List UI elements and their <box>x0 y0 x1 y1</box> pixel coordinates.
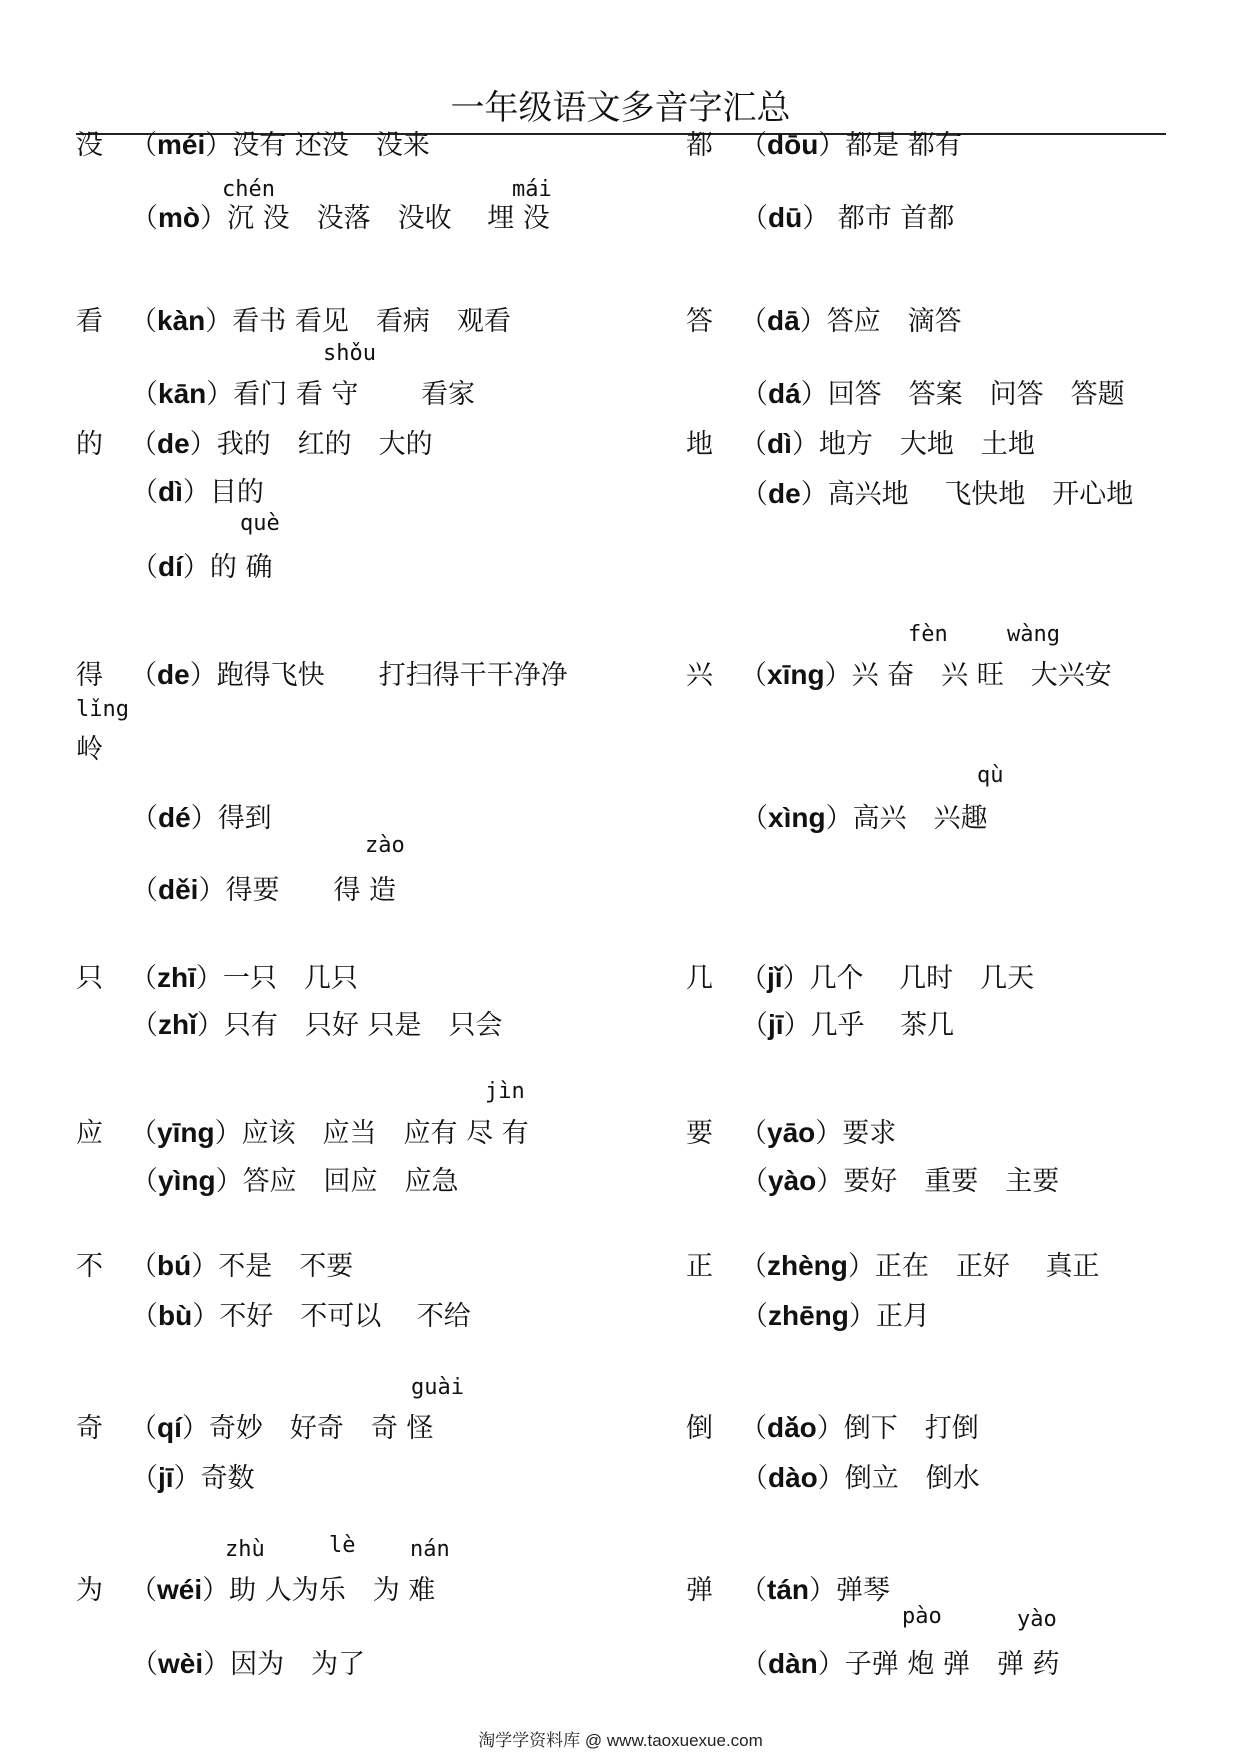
close-paren: ） <box>783 1010 811 1041</box>
pinyin-annotation: guài <box>411 1375 464 1400</box>
close-paren: ） <box>809 1575 836 1606</box>
close-paren: ） <box>189 429 217 460</box>
close-paren: ） <box>802 203 830 234</box>
pinyin: dàn <box>768 1648 818 1679</box>
open-paren: （ <box>130 1413 157 1444</box>
footer-watermark: 淘学学资料库 @ www.taoxuexue.com <box>478 1731 763 1750</box>
entry-line <box>76 961 358 996</box>
entry-line <box>131 873 396 908</box>
close-paren: ） <box>206 379 234 410</box>
close-paren: ） <box>817 1463 845 1494</box>
example-words: 正月 <box>875 1301 930 1332</box>
example-words: 都市 首都 <box>829 203 955 234</box>
close-paren: ） <box>817 1649 845 1680</box>
close-paren: ） <box>800 379 828 410</box>
pinyin: yāo <box>767 1117 816 1148</box>
headword: 得 <box>76 660 103 691</box>
entry-line <box>741 1647 1060 1682</box>
open-paren: （ <box>130 963 157 994</box>
pinyin: xìng <box>768 802 826 833</box>
close-paren: ） <box>203 1649 231 1680</box>
example-words: 回答 答案 问答 答题 <box>827 379 1125 410</box>
open-paren: （ <box>740 963 767 994</box>
close-paren: ） <box>182 552 210 583</box>
example-words: 得要 得 造 <box>225 875 397 906</box>
entry-line <box>131 1008 502 1043</box>
pinyin: děi <box>158 874 199 905</box>
headword: 弹 <box>686 1575 713 1606</box>
open-paren: （ <box>131 552 158 583</box>
close-paren: ） <box>214 1118 242 1149</box>
entry-line <box>741 1164 1059 1199</box>
entry-line <box>76 658 568 693</box>
close-paren: ） <box>782 963 810 994</box>
entry-line <box>131 801 272 836</box>
example-words: 沉 没 没落 没收 埋 没 <box>227 203 550 234</box>
entry-line <box>76 128 430 163</box>
entry-line <box>131 475 264 510</box>
headword: 不 <box>76 1251 103 1282</box>
entry-line <box>131 1164 459 1199</box>
example-words: 看书 看见 看病 观看 <box>232 306 511 337</box>
page-title: 一年级语文多音字汇总 <box>450 88 791 128</box>
pinyin: kān <box>158 378 207 409</box>
pinyin: tán <box>767 1574 809 1605</box>
headword: 几 <box>686 963 713 994</box>
open-paren: （ <box>740 1575 767 1606</box>
pinyin: dū <box>768 202 803 233</box>
pinyin: dōu <box>767 129 819 160</box>
entry-line <box>741 1008 954 1043</box>
pinyin-annotation: yào <box>1017 1607 1057 1632</box>
open-paren: （ <box>741 1301 768 1332</box>
close-paren: ） <box>202 1575 230 1606</box>
entry-line <box>686 427 1035 462</box>
open-paren: （ <box>740 660 767 691</box>
entry-line <box>76 1411 433 1446</box>
entry-line <box>741 1299 930 1334</box>
pinyin: jī <box>158 1462 174 1493</box>
headword: 应 <box>76 1118 103 1149</box>
entry-line <box>76 1573 435 1608</box>
pinyin-annotation: fèn <box>908 622 948 647</box>
close-paren: ） <box>815 1118 843 1149</box>
open-paren: （ <box>741 1166 768 1197</box>
entry-line <box>686 961 1034 996</box>
open-paren: （ <box>740 130 767 161</box>
open-paren: （ <box>130 1251 157 1282</box>
close-paren: ） <box>816 1166 844 1197</box>
close-paren: ） <box>192 1301 220 1332</box>
open-paren: （ <box>130 306 157 337</box>
entry-line <box>741 1461 980 1496</box>
pinyin-annotation: shǒu <box>323 341 376 366</box>
close-paren: ） <box>190 803 218 834</box>
pinyin: dì <box>767 428 792 459</box>
example-words: 得到 <box>217 803 272 834</box>
pinyin: dǎo <box>767 1412 817 1443</box>
open-paren: （ <box>130 1118 157 1149</box>
close-paren: ） <box>205 130 233 161</box>
example-words: 没有 还没 没来 <box>232 130 430 161</box>
pinyin: de <box>157 659 190 690</box>
example-words: 跑得飞快 打扫得干干净净 <box>216 660 568 691</box>
example-words: 助 人为乐 为 难 <box>229 1575 436 1606</box>
pinyin-annotation: zhù <box>225 1537 265 1562</box>
example-words: 弹琴 <box>836 1575 890 1606</box>
pinyin: zhèng <box>767 1250 848 1281</box>
entry-line <box>131 1299 471 1334</box>
example-words: 奇妙 好奇 奇 怪 <box>208 1413 434 1444</box>
example-words: 答应 回应 应急 <box>242 1166 459 1197</box>
entry-line <box>76 427 433 462</box>
open-paren: （ <box>741 479 768 510</box>
example-words: 我的 红的 大的 <box>216 429 433 460</box>
pinyin-annotation: lǐng <box>76 697 129 722</box>
close-paren: ） <box>816 1413 844 1444</box>
pinyin: zhǐ <box>158 1009 197 1040</box>
pinyin-annotation: pào <box>902 1604 942 1629</box>
pinyin: bù <box>158 1300 193 1331</box>
entry-line <box>76 1116 529 1151</box>
entry-line <box>76 304 511 339</box>
open-paren: （ <box>130 1575 157 1606</box>
example-words: 兴 奋 兴 旺 大兴安 <box>851 660 1112 691</box>
example-words: 要求 <box>842 1118 897 1149</box>
example-words: 几乎 茶几 <box>810 1010 955 1041</box>
headword: 都 <box>686 130 713 161</box>
entry-line <box>686 128 962 163</box>
pinyin-annotation: jìn <box>485 1079 525 1104</box>
open-paren: （ <box>131 203 158 234</box>
pinyin: yìng <box>158 1165 216 1196</box>
entry-line <box>741 477 1133 512</box>
headword: 答 <box>686 306 713 337</box>
pinyin-annotation: lè <box>329 1533 356 1558</box>
entry-line <box>741 201 954 236</box>
example-words: 子弹 炮 弹 弹 药 <box>844 1649 1060 1680</box>
headword: 要 <box>686 1118 713 1149</box>
entry-line <box>741 377 1125 412</box>
pinyin-annotation: mái <box>512 177 552 202</box>
pinyin: wéi <box>157 1574 203 1605</box>
pinyin: bú <box>157 1250 192 1281</box>
close-paren: ） <box>200 203 227 234</box>
pinyin: de <box>157 428 190 459</box>
close-paren: ） <box>198 875 226 906</box>
headword: 倒 <box>686 1413 713 1444</box>
example-words: 只有 只好 只是 只会 <box>223 1010 503 1041</box>
pinyin: xīng <box>767 659 825 690</box>
entry-line <box>76 733 103 767</box>
open-paren: （ <box>130 130 157 161</box>
pinyin: dé <box>158 802 191 833</box>
open-paren: （ <box>741 1010 768 1041</box>
open-paren: （ <box>131 1301 158 1332</box>
pinyin-annotation: nán <box>410 1537 450 1562</box>
pinyin: dì <box>158 476 183 507</box>
example-words: 倒立 倒水 <box>844 1463 980 1494</box>
close-paren: ） <box>215 1166 243 1197</box>
close-paren: ） <box>799 306 827 337</box>
example-words: 看门 看 守 看家 <box>233 379 475 410</box>
entry-line <box>686 304 962 339</box>
example-words: 岭 <box>76 734 103 765</box>
example-words: 一只 几只 <box>222 963 358 994</box>
close-paren: ） <box>847 1251 875 1282</box>
pinyin: dào <box>768 1462 818 1493</box>
example-words: 答应 滴答 <box>826 306 962 337</box>
pinyin: zhī <box>157 962 196 993</box>
close-paren: ） <box>181 1413 209 1444</box>
entry-line <box>131 550 272 585</box>
pinyin: dā <box>767 305 800 336</box>
open-paren: （ <box>740 1118 767 1149</box>
entry-line <box>76 1249 353 1284</box>
pinyin: qí <box>157 1412 182 1443</box>
example-words: 应该 应当 应有 尽 有 <box>241 1118 529 1149</box>
pinyin-annotation: zào <box>365 833 405 858</box>
headword: 没 <box>76 130 103 161</box>
headword: 兴 <box>686 660 713 691</box>
entry-line <box>131 377 475 412</box>
open-paren: （ <box>131 1649 158 1680</box>
close-paren: ） <box>800 479 828 510</box>
pinyin-annotation: wàng <box>1007 622 1060 647</box>
example-words: 倒下 打倒 <box>843 1413 979 1444</box>
example-words: 不好 不可以 不给 <box>219 1301 471 1332</box>
headword: 只 <box>76 963 103 994</box>
open-paren: （ <box>131 477 158 508</box>
entry-line <box>686 1573 890 1608</box>
close-paren: ） <box>791 429 819 460</box>
pinyin-annotation: què <box>240 511 280 536</box>
example-words: 不是 不要 <box>218 1251 354 1282</box>
open-paren: （ <box>741 1649 768 1680</box>
pinyin: yào <box>768 1165 817 1196</box>
open-paren: （ <box>740 1251 767 1282</box>
example-words: 几个 几时 几天 <box>809 963 1035 994</box>
entry-line <box>686 1116 896 1151</box>
open-paren: （ <box>130 429 157 460</box>
close-paren: ） <box>818 130 846 161</box>
open-paren: （ <box>131 1166 158 1197</box>
close-paren: ） <box>173 1463 201 1494</box>
entry-line <box>686 658 1112 693</box>
open-paren: （ <box>740 1413 767 1444</box>
example-words: 地方 大地 土地 <box>818 429 1035 460</box>
entry-line <box>741 801 988 836</box>
entry-line <box>131 1647 365 1682</box>
pinyin: jǐ <box>767 962 783 993</box>
open-paren: （ <box>740 306 767 337</box>
open-paren: （ <box>131 803 158 834</box>
pinyin: mò <box>158 202 200 233</box>
close-paren: ） <box>195 963 223 994</box>
open-paren: （ <box>741 203 768 234</box>
pinyin: kàn <box>157 305 206 336</box>
open-paren: （ <box>131 1010 158 1041</box>
pinyin: yīng <box>157 1117 215 1148</box>
headword: 奇 <box>76 1413 103 1444</box>
open-paren: （ <box>131 379 158 410</box>
example-words: 目的 <box>209 477 264 508</box>
open-paren: （ <box>131 1463 158 1494</box>
open-paren: （ <box>130 660 157 691</box>
open-paren: （ <box>131 875 158 906</box>
example-words: 正在 正好 真正 <box>874 1251 1100 1282</box>
example-words: 高兴地 飞快地 开心地 <box>827 479 1134 510</box>
headword: 为 <box>76 1575 103 1606</box>
example-words: 都是 都有 <box>845 130 962 161</box>
pinyin-annotation: qù <box>977 763 1004 788</box>
close-paren: ） <box>189 660 217 691</box>
close-paren: ） <box>191 1251 219 1282</box>
open-paren: （ <box>741 1463 768 1494</box>
pinyin: wèi <box>158 1648 204 1679</box>
close-paren: ） <box>196 1010 224 1041</box>
example-words: 的 确 <box>209 552 273 583</box>
pinyin: méi <box>157 129 206 160</box>
headword: 正 <box>686 1251 713 1282</box>
pinyin: jī <box>768 1009 784 1040</box>
headword: 的 <box>76 429 103 460</box>
close-paren: ） <box>824 660 852 691</box>
entry-line <box>131 201 550 236</box>
example-words: 奇数 <box>200 1463 255 1494</box>
close-paren: ） <box>848 1301 876 1332</box>
pinyin: zhēng <box>768 1300 849 1331</box>
example-words: 高兴 兴趣 <box>852 803 988 834</box>
pinyin: dá <box>768 378 801 409</box>
entry-line <box>686 1249 1099 1284</box>
open-paren: （ <box>740 429 767 460</box>
open-paren: （ <box>741 803 768 834</box>
headword: 地 <box>686 429 713 460</box>
close-paren: ） <box>182 477 210 508</box>
close-paren: ） <box>205 306 233 337</box>
pinyin-annotation: chén <box>222 177 275 202</box>
example-words: 要好 重要 主要 <box>843 1166 1060 1197</box>
close-paren: ） <box>825 803 853 834</box>
headword: 看 <box>76 306 103 337</box>
entry-line <box>686 1411 979 1446</box>
example-words: 因为 为了 <box>230 1649 366 1680</box>
entry-line <box>131 1461 255 1496</box>
pinyin: de <box>768 478 801 509</box>
pinyin: dí <box>158 551 183 582</box>
open-paren: （ <box>741 379 768 410</box>
